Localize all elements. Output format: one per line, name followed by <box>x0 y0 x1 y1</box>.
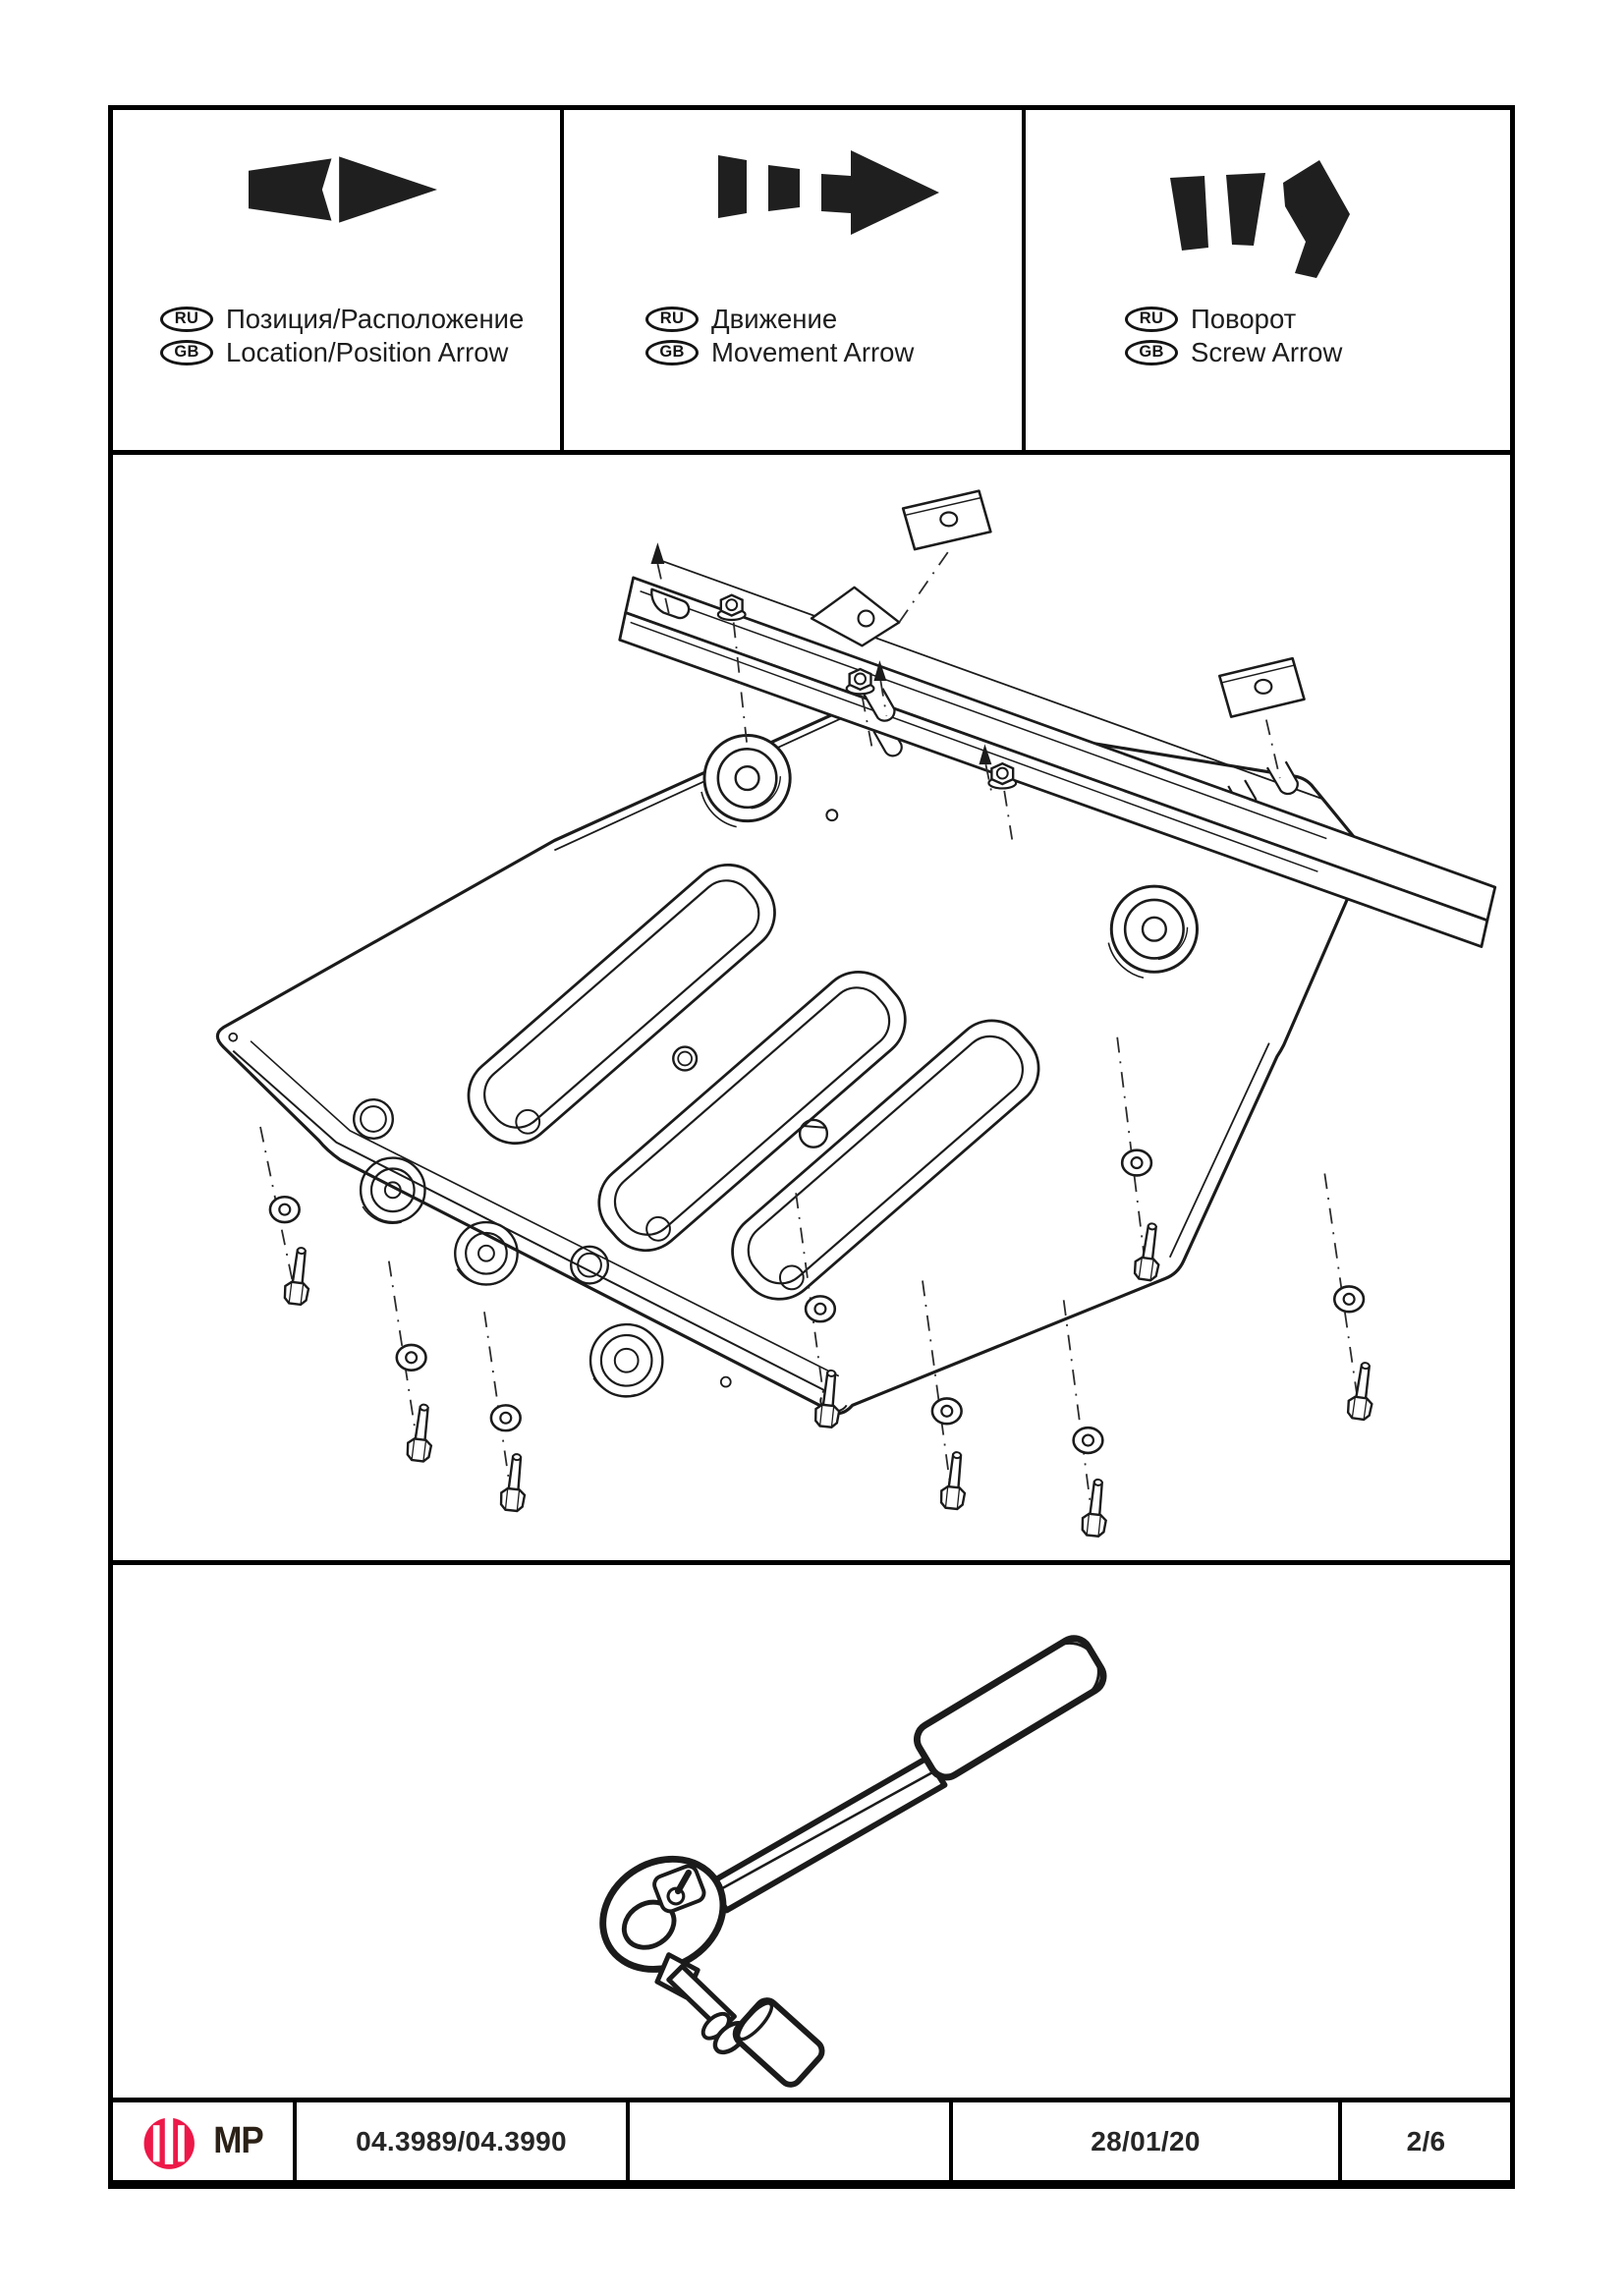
legend-panel-1-labels <box>160 305 524 366</box>
clamp-strip <box>903 491 990 549</box>
part-number: 04.3989/04.3990 <box>356 2125 567 2156</box>
legend-gb-label: Screw Arrow <box>1191 336 1343 367</box>
ru-badge: RU <box>1125 307 1178 332</box>
footer-row <box>108 2102 1515 2189</box>
gb-badge: GB <box>645 340 699 365</box>
screw-arrow-icon <box>1130 147 1356 290</box>
ratchet-wrench-illustration <box>113 1565 1510 2093</box>
legend-gb-label: Movement Arrow <box>711 336 915 367</box>
footer-date-cell <box>953 2102 1338 2180</box>
legend-ru-label: Движение <box>711 303 838 334</box>
footer-page-cell <box>1342 2102 1510 2180</box>
ru-badge: RU <box>645 307 699 332</box>
footer-part-number-cell <box>297 2102 626 2180</box>
legend-ru-label: Позиция/Расположение <box>226 303 525 334</box>
flange-nut <box>847 669 874 694</box>
mp-logo-icon <box>140 2112 201 2171</box>
legend-gb-label: Location/Position Arrow <box>226 336 509 367</box>
position-arrow-icon <box>249 155 437 224</box>
legend-divider-2 <box>1022 110 1026 450</box>
page-indicator: 2/6 <box>1406 2125 1446 2156</box>
legend-divider-1 <box>560 110 564 450</box>
legend-panel-3-labels <box>1125 305 1342 366</box>
gb-badge: GB <box>1125 340 1178 365</box>
tool-row <box>108 1565 1515 2102</box>
gb-badge: GB <box>160 340 213 365</box>
flange-nut <box>988 763 1016 788</box>
clamp-strip <box>1219 658 1304 716</box>
exploded-view-diagram <box>113 455 1510 1555</box>
legend-panel-2-labels <box>645 305 914 366</box>
logo-text: MP <box>213 2120 263 2161</box>
legend-row <box>108 105 1515 455</box>
flange-nut <box>718 595 746 620</box>
movement-arrow-icon <box>718 142 939 243</box>
footer-empty-cell <box>630 2102 949 2180</box>
ru-badge: RU <box>160 307 213 332</box>
diagram-row <box>108 455 1515 1565</box>
revision-date: 28/01/20 <box>1091 2125 1201 2156</box>
footer-logo-cell <box>113 2102 293 2180</box>
legend-ru-label: Поворот <box>1191 303 1297 334</box>
